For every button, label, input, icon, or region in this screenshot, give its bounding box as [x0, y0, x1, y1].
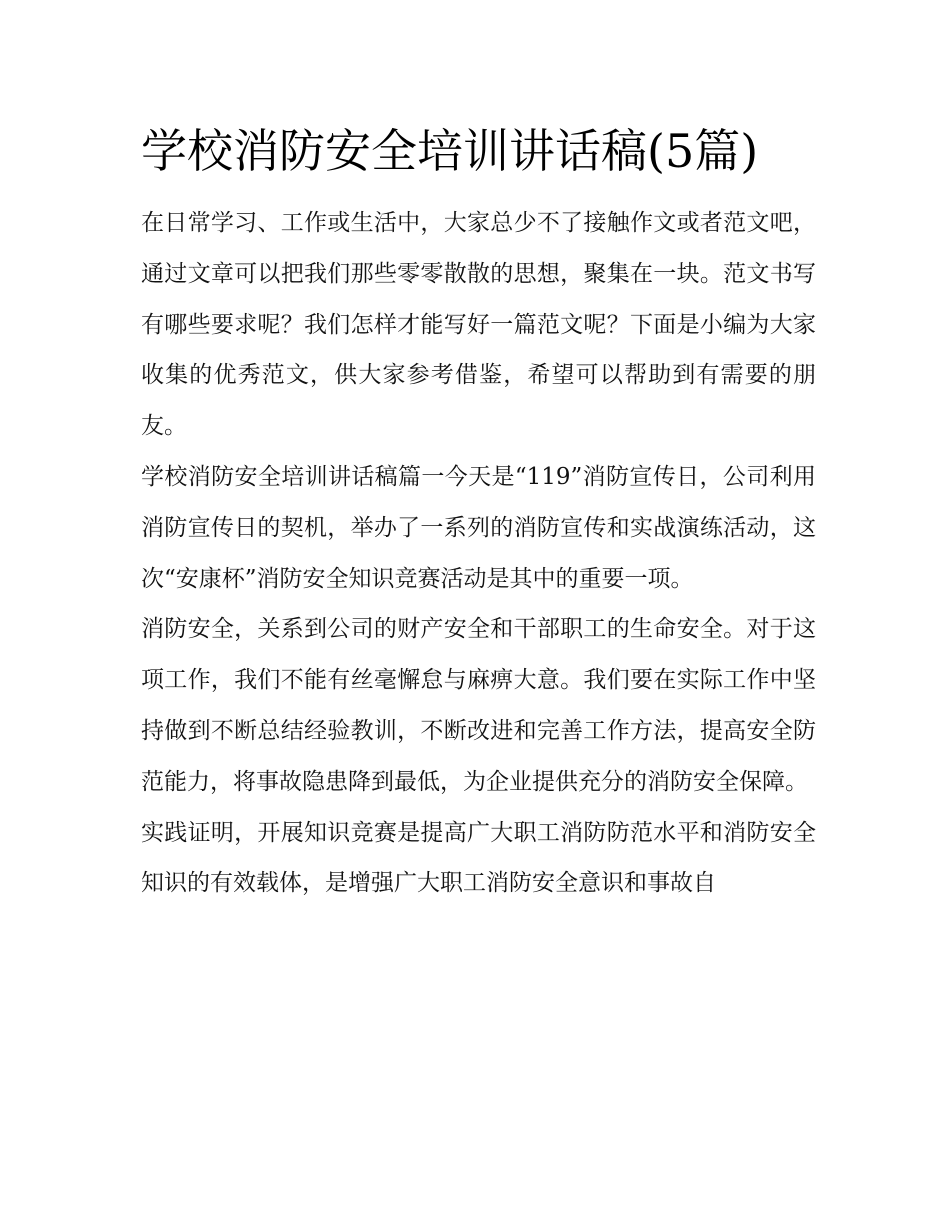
document-body: [141, 198, 816, 909]
paragraph-practice: 实践证明，开展知识竞赛是提高广大职工消防防范水平和消防安全知识的有效载体，是增强广大职工消防安全意识和事故自: [141, 819, 816, 897]
paragraph-speech-one: 学校消防安全培训讲话稿篇一今天是“119”消防宣传日，公司利用消防宣传日的契机，举办了一系列的消防宣传和实战演练活动，这次“安康杯”消防安全知识竞赛活动是其中的重要一项。: [141, 463, 816, 592]
paragraph-fire-safety: 消防安全，关系到公司的财产安全和干部职工的生命安全。对于这项工作，我们不能有丝毫懈怠与麻痹大意。我们要在实际工作中坚持做到不断总结经验教训，不断改进和完善工作方法，提高安全防范能力，将事故隐患降到最低，为企业提供充分的消防安全保障。: [141, 616, 816, 795]
document-content: [141, 112, 816, 909]
document-title: 学校消防安全培训讲话稿(5篇): [141, 124, 759, 178]
paragraph-intro: 在日常学习、工作或生活中，大家总少不了接触作文或者范文吧，通过文章可以把我们那些零零散散的思想，聚集在一块。范文书写有哪些要求呢？我们怎样才能写好一篇范文呢？下面是小编为大家收集的优秀范文，供大家参考借鉴，希望可以帮助到有需要的朋友。: [141, 210, 816, 440]
